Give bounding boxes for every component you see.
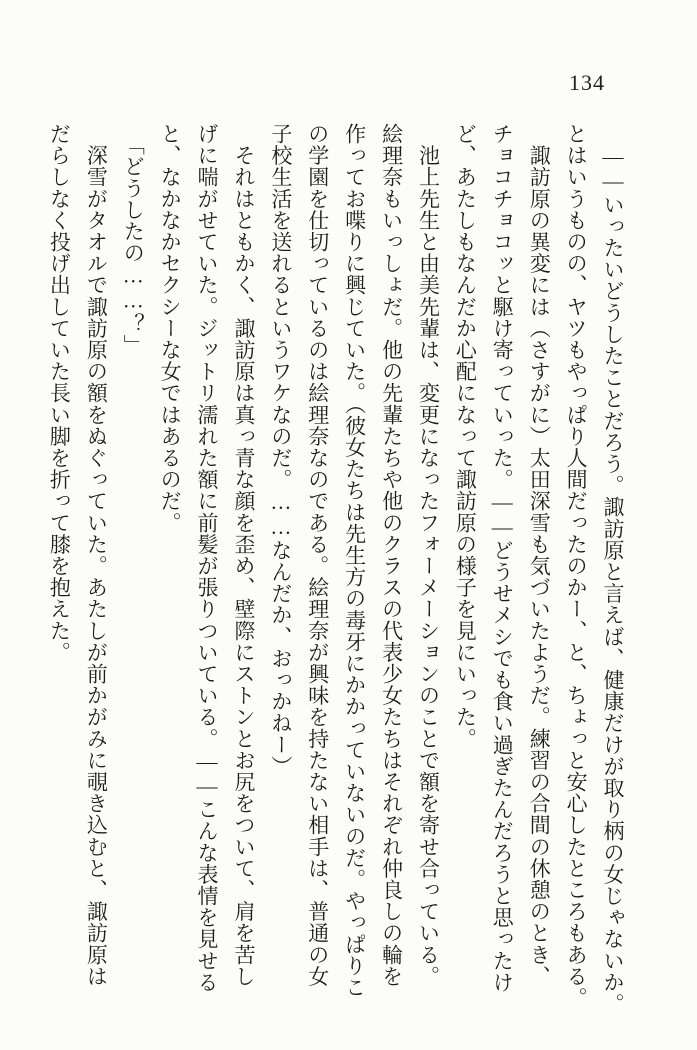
text-column: 作ってお喋りに興じていた。（彼女たちは先生方の毒牙にかかっていないのだ。やっぱりこ bbox=[342, 123, 367, 999]
text-column: ど、あたしもなんだか心配になって諏訪原の様子を見にいった。 bbox=[453, 123, 478, 750]
text-column: 池上先生と由美先輩は、変更になったフォーメーションのことで額を寄せ合っている。 bbox=[416, 123, 441, 987]
text-column: の学園を仕切っているのは絵理奈なのである。絵理奈が興味を持たない相手は、普通の女 bbox=[305, 123, 330, 987]
text-column: 深雪がタオルで諏訪原の額をぬぐっていた。あたしが前かがみに覗き込むと、諏訪原は bbox=[84, 123, 109, 987]
text-column: 絵理奈もいっしょだ。他の先輩たちや他のクラスの代表少女たちはそれぞれ仲良しの輪を bbox=[379, 123, 404, 987]
text-column: と、なかなかセクシーな女ではあるのだ。 bbox=[158, 123, 183, 534]
text-column: 子校生活を送れるというワケなのだ。……なんだか、おっかねー） bbox=[268, 123, 293, 777]
text-column: チョコチョコッと駆け寄っていった。――どうせメシでも食い過ぎたんだろうと思ったけ bbox=[490, 123, 515, 993]
text-column: ――いったいどうしたことだろう。諏訪原と言えば、健康だけが取り柄の女じゃないか。 bbox=[601, 123, 625, 1015]
text-column: げに喘がせていた。ジットリ濡れた額に前髪が張りついている。――こんな表情を見せる bbox=[195, 123, 220, 993]
text-column: それはともかく、諏訪原は真っ青な顔を歪め、壁際にストンとお尻をついて、肩を苦し bbox=[231, 123, 256, 987]
page-text bbox=[39, 123, 631, 1017]
text-column: とはいうものの、ヤツもやっぱり人間だったのかー、と、ちょっと安心したところもある。 bbox=[564, 123, 589, 1009]
text-column: だらしなく投げ出していた長い脚を折って膝を抱えた。 bbox=[47, 123, 72, 663]
page-number: 134 bbox=[569, 70, 605, 95]
text-column: 諏訪原の異変には（さすがに）太田深雪も気づいたようだ。練習の合間の休憩のとき、 bbox=[527, 123, 552, 987]
text-column: 「どうしたの……？」 bbox=[121, 123, 146, 357]
